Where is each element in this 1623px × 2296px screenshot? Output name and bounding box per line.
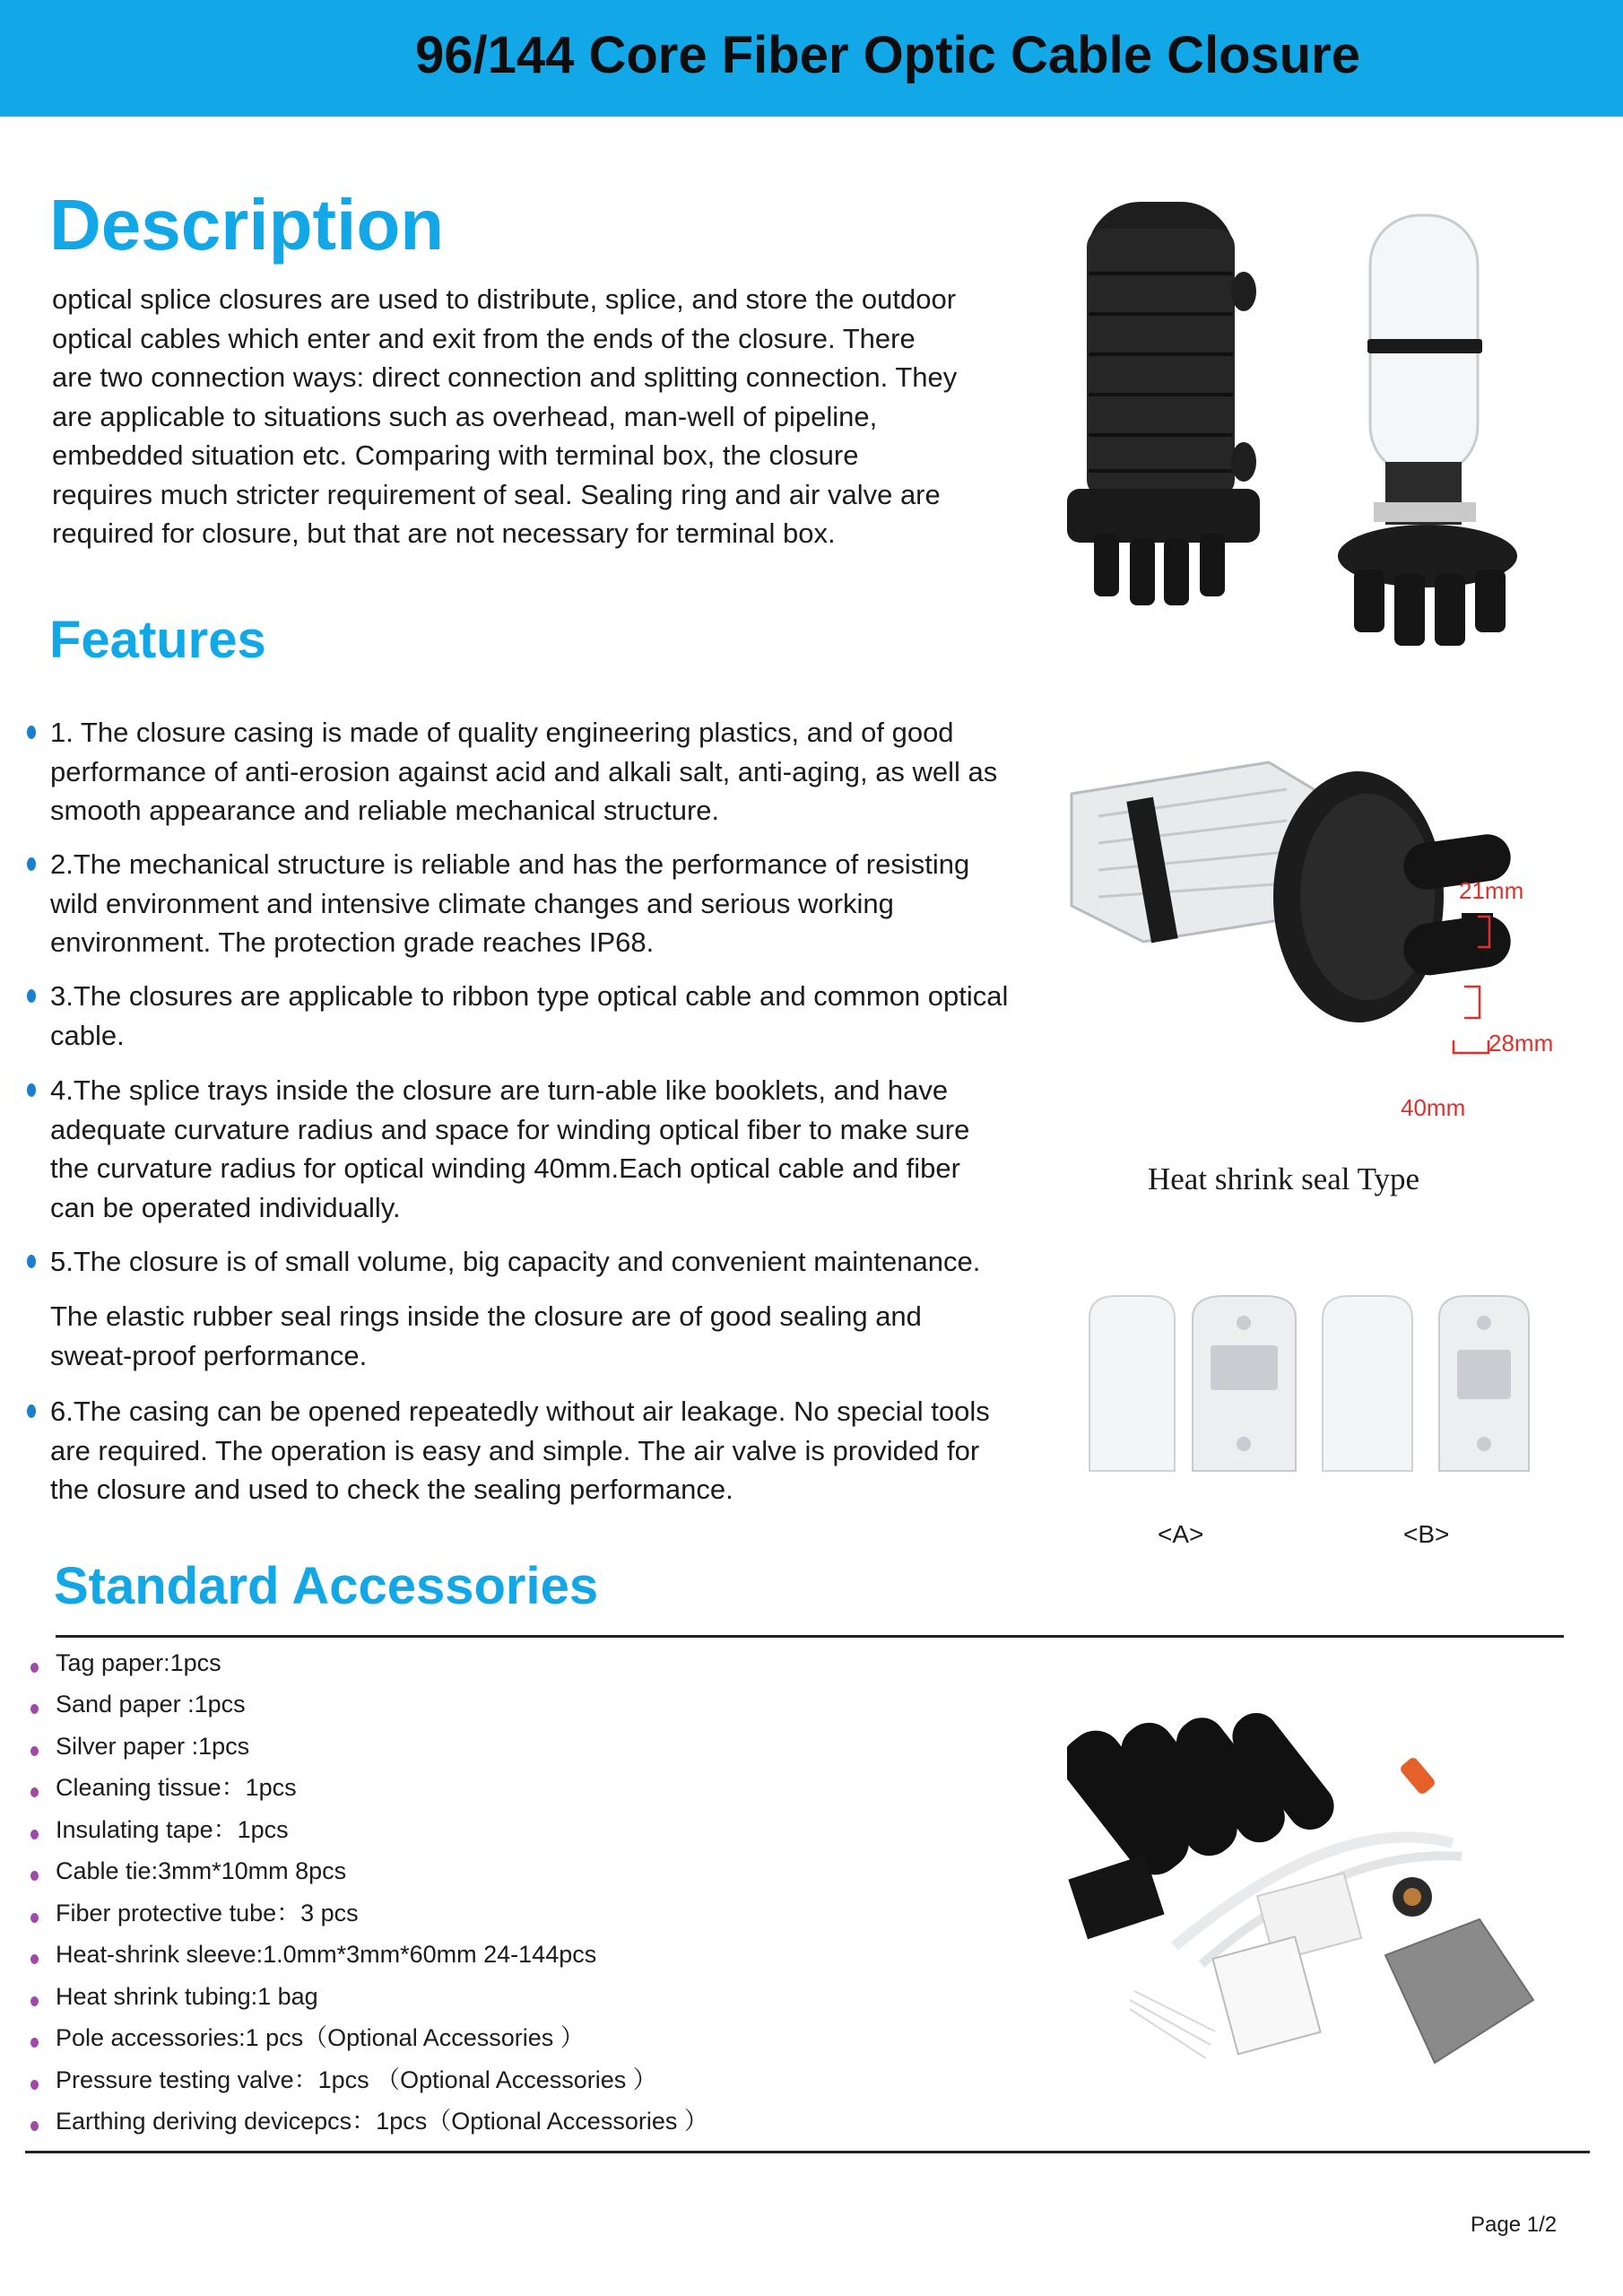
feature-item-2 [27,845,1013,963]
accessory-text: Pressure testing valve：1pcs （Optional Accessories ） [56,2066,657,2093]
bullet-icon [30,1954,39,1964]
bullet-icon [27,1405,36,1418]
heat-shrink-caption: Heat shrink seal Type [1148,1161,1420,1196]
accessory-text: Fiber protective tube：3 pcs [56,1900,359,1926]
bullet-icon [30,1996,39,2006]
feature-item-6 [27,1392,1013,1510]
feature-text: 6.The casing can be opened repeatedly without air leakage. No special tools are required. The operation is easy and simple. The air valve is provided for the closure and used to check the sealing performance. [50,1396,990,1505]
bullet-icon [30,2080,39,2090]
dimension-21mm-label: 21mm [1459,877,1524,904]
feature-note-text: The elastic rubber seal rings inside the closure are of good sealing and sweat-proof performance. [50,1300,922,1371]
bullet-icon [30,1746,39,1756]
accessory-text: Cable tie:3mm*10mm 8pcs [56,1857,347,1884]
feature-text: 5.The closure is of small volume, big capacity and convenient maintenance. [50,1246,981,1277]
bullet-icon [30,1704,39,1714]
bullet-icon [30,1830,39,1839]
bullet-icon [30,1871,39,1881]
accessory-text: Heat shrink tubing:1 bag [56,1983,318,2010]
accessory-text: Sand paper :1pcs [56,1691,246,1718]
features-heading: Features [49,611,266,669]
tray-b-label: <B> [1403,1520,1450,1548]
heat-shrink-closure-diagram [1063,753,1565,1130]
description-heading: Description [49,185,445,265]
feature-item-5 [27,1242,1013,1282]
bullet-icon [27,1255,36,1268]
page-number: Page 1/2 [1471,2213,1558,2237]
splice-trays-illustration [1081,1292,1551,1489]
bullet-icon [27,726,36,739]
page-title: 96/144 Core Fiber Optic Cable Closure [414,26,1361,84]
feature-item-4 [27,1071,1013,1229]
accessories-photo [1067,1704,1551,2081]
divider-line [56,1635,1564,1638]
feature-text: 3.The closures are applicable to ribbon type optical cable and common optical cable. [50,980,1009,1051]
bullet-icon [30,1663,39,1673]
bullet-icon [27,989,36,1003]
accessory-text: Pole accessories:1 pcs（Optional Accessories ） [56,2024,585,2051]
feature-text: 4.The splice trays inside the closure are turn-able like booklets, and have adequate curvature radius and space for winding optical fiber to make sure the curvature radius for optical winding 40mm.Each optical cable and fiber can be operated individually. [50,1074,970,1223]
closure-product-photo [1058,193,1524,691]
bullet-icon [27,857,36,871]
dimension-40mm-label: 40mm [1401,1094,1466,1121]
accessory-text: Cleaning tissue：1pcs [56,1774,297,1801]
accessory-text: Tag paper:1pcs [56,1649,221,1676]
feature-item-3 [27,977,1013,1056]
bullet-icon [30,2038,39,2048]
feature-text: 1. The closure casing is made of quality engineering plastics, and of good performance of anti-erosion against acid and alkali salt, anti-aging, as well as smooth appearance and reliable mechanical structure. [50,717,998,826]
accessory-text: Insulating tape：1pcs [56,1816,289,1843]
accessory-text: Earthing deriving devicepcs：1pcs（Optional Accessories ） [56,2108,708,2135]
feature-text: 2.The mechanical structure is reliable and has the performance of resisting wild environment and intensive climate changes and serious working environment. The protection grade reaches IP68. [50,848,970,958]
bullet-icon [30,2121,39,2131]
accessory-text: Silver paper :1pcs [56,1733,250,1760]
accessories-heading: Standard Accessories [54,1557,599,1615]
feature-item-1 [27,713,1013,831]
tray-a-label: <A> [1158,1520,1204,1548]
accessory-text: Heat-shrink sleeve:1.0mm*3mm*60mm 24-144pcs [56,1941,597,1968]
footer-divider-line [25,2151,1590,2153]
description-text: optical splice closures are used to distribute, splice, and store the outdoor optical cables which enter and exit from the ends of the closure. There are two connection ways: direct connection and splitting connection. They are applicable to situations such as overhead, man-well of pipeline, embedded situation etc. Comparing with terminal box, the closure requires much stricter requirement of seal. Sealing ring and air valve are required for closure, but that are not necessary for terminal box. [52,283,958,549]
bullet-icon [30,1913,39,1923]
bullet-icon [30,1787,39,1797]
bullet-icon [27,1083,36,1097]
feature-note [27,1297,1013,1376]
dimension-28mm-label: 28mm [1488,1030,1554,1057]
